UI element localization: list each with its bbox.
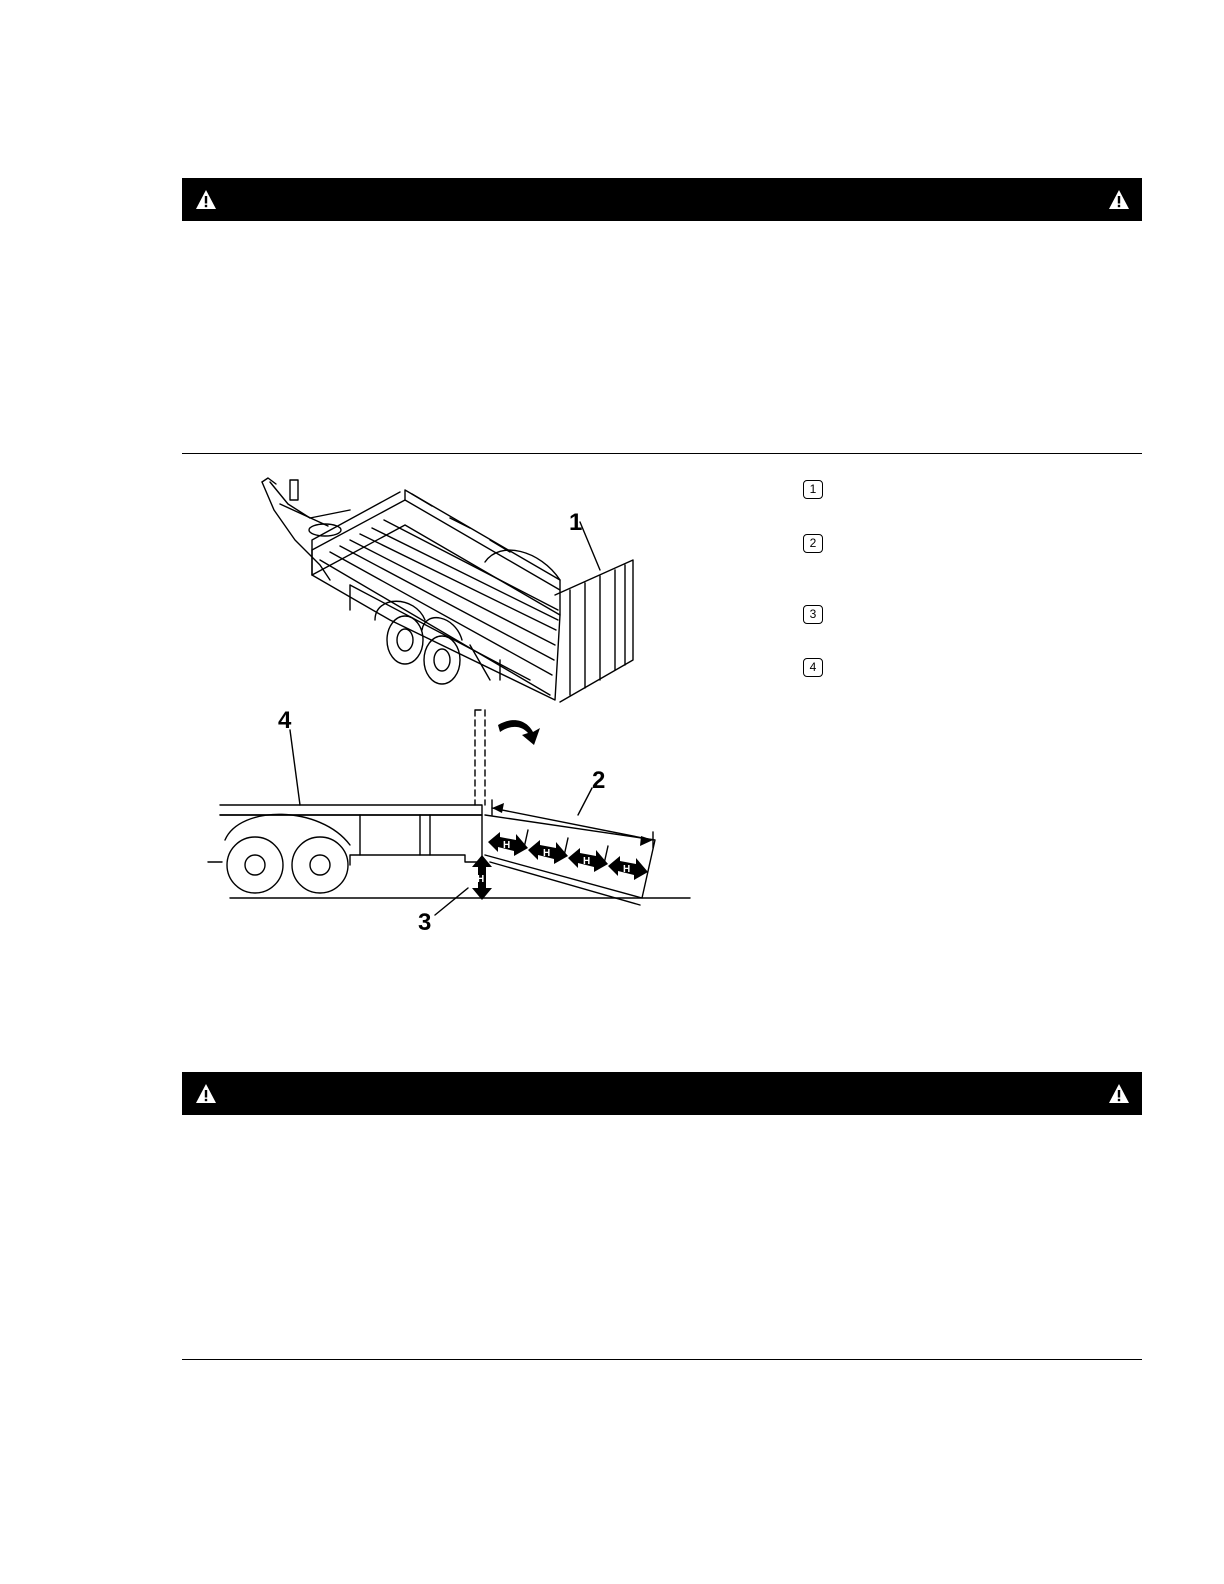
dimension-label: H [583,856,591,867]
legend-item [803,658,833,677]
callout-badge: 3 [803,605,823,624]
section-divider [182,453,1142,454]
warning-triangle-icon [1108,189,1130,210]
callout-badge: 4 [803,658,823,677]
callout-label: 1 [569,509,583,536]
dimension-label: H [543,848,551,859]
callout-label: 3 [418,909,432,936]
warning-triangle-icon [195,189,217,210]
callout-badge: 2 [803,534,823,553]
legend-item [803,534,833,553]
warning-triangle-icon [195,1083,217,1104]
trailer-ramp-figure [200,470,700,940]
dimension-label: H [503,840,511,851]
figure-legend [803,480,1133,700]
callout-label: 4 [278,707,292,734]
warning-banner-top [182,178,1142,221]
section-divider [182,1359,1142,1360]
callout-badge: 1 [803,480,823,499]
dimension-label: H [477,874,485,885]
legend-item [803,480,833,499]
legend-item [803,605,833,624]
callout-label: 2 [592,767,606,794]
warning-triangle-icon [1108,1083,1130,1104]
warning-banner-bottom [182,1072,1142,1115]
dimension-label: H [623,864,631,875]
